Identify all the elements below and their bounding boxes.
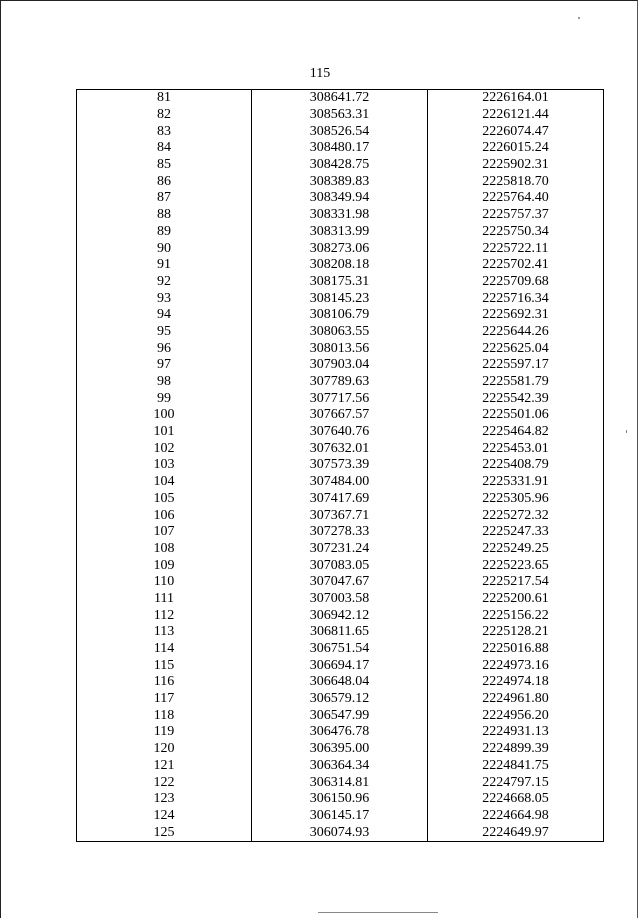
- x-coordinate-cell: 307573.39: [252, 457, 428, 474]
- table-row: [77, 190, 604, 207]
- table-row: [77, 557, 604, 574]
- y-coordinate-cell: 2224664.98: [428, 808, 604, 825]
- table-row: [77, 657, 604, 674]
- x-coordinate-cell: 308145.23: [252, 290, 428, 307]
- y-coordinate-cell: 2224841.75: [428, 758, 604, 775]
- point-number-cell: 92: [77, 274, 252, 291]
- y-coordinate-cell: 2225272.32: [428, 507, 604, 524]
- x-coordinate-cell: 307047.67: [252, 574, 428, 591]
- point-number-cell: 108: [77, 541, 252, 558]
- y-coordinate-cell: 2225702.41: [428, 257, 604, 274]
- table-row: [77, 507, 604, 524]
- table-row: [77, 758, 604, 775]
- y-coordinate-cell: 2226015.24: [428, 140, 604, 157]
- table-row: [77, 274, 604, 291]
- point-number-cell: 96: [77, 340, 252, 357]
- table-row: [77, 257, 604, 274]
- table-row: [77, 240, 604, 257]
- point-number-cell: 113: [77, 624, 252, 641]
- y-coordinate-cell: 2224649.97: [428, 824, 604, 841]
- point-number-cell: 122: [77, 774, 252, 791]
- x-coordinate-cell: 308641.72: [252, 90, 428, 107]
- table-row: [77, 641, 604, 658]
- table-row: [77, 607, 604, 624]
- x-coordinate-cell: 307367.71: [252, 507, 428, 524]
- point-number-cell: 123: [77, 791, 252, 808]
- y-coordinate-cell: 2225625.04: [428, 340, 604, 357]
- y-coordinate-cell: 2224961.80: [428, 691, 604, 708]
- x-coordinate-cell: 308389.83: [252, 173, 428, 190]
- point-number-cell: 87: [77, 190, 252, 207]
- table-row: [77, 541, 604, 558]
- x-coordinate-cell: 306364.34: [252, 758, 428, 775]
- x-coordinate-cell: 306150.96: [252, 791, 428, 808]
- x-coordinate-cell: 308013.56: [252, 340, 428, 357]
- point-number-cell: 84: [77, 140, 252, 157]
- y-coordinate-cell: 2225597.17: [428, 357, 604, 374]
- x-coordinate-cell: 308349.94: [252, 190, 428, 207]
- point-number-cell: 103: [77, 457, 252, 474]
- table-row: [77, 390, 604, 407]
- x-coordinate-cell: 307484.00: [252, 474, 428, 491]
- point-number-cell: 114: [77, 641, 252, 658]
- x-coordinate-cell: 306314.81: [252, 774, 428, 791]
- point-number-cell: 99: [77, 390, 252, 407]
- point-number-cell: 85: [77, 157, 252, 174]
- x-coordinate-cell: 307632.01: [252, 440, 428, 457]
- point-number-cell: 91: [77, 257, 252, 274]
- x-coordinate-cell: 308480.17: [252, 140, 428, 157]
- x-coordinate-cell: 308175.31: [252, 274, 428, 291]
- y-coordinate-cell: 2225818.70: [428, 173, 604, 190]
- y-coordinate-cell: 2225200.61: [428, 591, 604, 608]
- y-coordinate-cell: 2225464.82: [428, 424, 604, 441]
- point-number-cell: 107: [77, 524, 252, 541]
- point-number-cell: 112: [77, 607, 252, 624]
- coordinate-table-body: [77, 90, 604, 842]
- y-coordinate-cell: 2224899.39: [428, 741, 604, 758]
- x-coordinate-cell: 306811.65: [252, 624, 428, 641]
- table-row: [77, 424, 604, 441]
- table-row: [77, 107, 604, 124]
- x-coordinate-cell: 306648.04: [252, 674, 428, 691]
- table-row: [77, 90, 604, 107]
- page-number: 115: [309, 66, 331, 81]
- y-coordinate-cell: 2224931.13: [428, 724, 604, 741]
- point-number-cell: 101: [77, 424, 252, 441]
- y-coordinate-cell: 2225722.11: [428, 240, 604, 257]
- point-number-cell: 98: [77, 374, 252, 391]
- table-row: [77, 808, 604, 825]
- x-coordinate-cell: 307083.05: [252, 557, 428, 574]
- x-coordinate-cell: 308563.31: [252, 107, 428, 124]
- y-coordinate-cell: 2225764.40: [428, 190, 604, 207]
- x-coordinate-cell: 307231.24: [252, 541, 428, 558]
- table-row: [77, 440, 604, 457]
- y-coordinate-cell: 2225902.31: [428, 157, 604, 174]
- y-coordinate-cell: 2226164.01: [428, 90, 604, 107]
- y-coordinate-cell: 2225128.21: [428, 624, 604, 641]
- point-number-cell: 116: [77, 674, 252, 691]
- x-coordinate-cell: 306942.12: [252, 607, 428, 624]
- table-row: [77, 340, 604, 357]
- x-coordinate-cell: 306476.78: [252, 724, 428, 741]
- coordinate-table: [76, 89, 604, 842]
- x-coordinate-cell: 308313.99: [252, 224, 428, 241]
- y-coordinate-cell: 2225692.31: [428, 307, 604, 324]
- x-coordinate-cell: 307417.69: [252, 491, 428, 508]
- table-row: [77, 574, 604, 591]
- point-number-cell: 110: [77, 574, 252, 591]
- point-number-cell: 120: [77, 741, 252, 758]
- table-row: [77, 224, 604, 241]
- point-number-cell: 102: [77, 440, 252, 457]
- table-row: [77, 357, 604, 374]
- y-coordinate-cell: 2225542.39: [428, 390, 604, 407]
- point-number-cell: 83: [77, 123, 252, 140]
- table-row: [77, 707, 604, 724]
- y-coordinate-cell: 2225581.79: [428, 374, 604, 391]
- x-coordinate-cell: 308273.06: [252, 240, 428, 257]
- x-coordinate-cell: 306547.99: [252, 707, 428, 724]
- x-coordinate-cell: 306579.12: [252, 691, 428, 708]
- y-coordinate-cell: 2225709.68: [428, 274, 604, 291]
- point-number-cell: 94: [77, 307, 252, 324]
- point-number-cell: 95: [77, 324, 252, 341]
- point-number-cell: 93: [77, 290, 252, 307]
- point-number-cell: 119: [77, 724, 252, 741]
- y-coordinate-cell: 2225501.06: [428, 407, 604, 424]
- y-coordinate-cell: 2225305.96: [428, 491, 604, 508]
- x-coordinate-cell: 307003.58: [252, 591, 428, 608]
- y-coordinate-cell: 2226121.44: [428, 107, 604, 124]
- point-number-cell: 121: [77, 758, 252, 775]
- x-coordinate-cell: 307278.33: [252, 524, 428, 541]
- table-row: [77, 791, 604, 808]
- y-coordinate-cell: 2225249.25: [428, 541, 604, 558]
- y-coordinate-cell: 2224973.16: [428, 657, 604, 674]
- table-row: [77, 457, 604, 474]
- table-row: [77, 524, 604, 541]
- x-coordinate-cell: 306145.17: [252, 808, 428, 825]
- y-coordinate-cell: 2225217.54: [428, 574, 604, 591]
- y-coordinate-cell: 2225247.33: [428, 524, 604, 541]
- scan-speck: [578, 17, 580, 19]
- point-number-cell: 97: [77, 357, 252, 374]
- x-coordinate-cell: 307667.57: [252, 407, 428, 424]
- y-coordinate-cell: 2225453.01: [428, 440, 604, 457]
- point-number-cell: 88: [77, 207, 252, 224]
- point-number-cell: 115: [77, 657, 252, 674]
- x-coordinate-cell: 308063.55: [252, 324, 428, 341]
- table-row: [77, 491, 604, 508]
- scan-speck: [626, 430, 627, 433]
- x-coordinate-cell: 306694.17: [252, 657, 428, 674]
- x-coordinate-cell: 308208.18: [252, 257, 428, 274]
- table-row: [77, 157, 604, 174]
- table-row: [77, 173, 604, 190]
- scan-edge-line: [318, 912, 438, 913]
- point-number-cell: 90: [77, 240, 252, 257]
- table-row: [77, 307, 604, 324]
- point-number-cell: 81: [77, 90, 252, 107]
- point-number-cell: 109: [77, 557, 252, 574]
- point-number-cell: 104: [77, 474, 252, 491]
- x-coordinate-cell: 307640.76: [252, 424, 428, 441]
- point-number-cell: 125: [77, 824, 252, 841]
- point-number-cell: 89: [77, 224, 252, 241]
- table-row: [77, 741, 604, 758]
- table-row: [77, 324, 604, 341]
- x-coordinate-cell: 306074.93: [252, 824, 428, 841]
- y-coordinate-cell: 2224668.05: [428, 791, 604, 808]
- point-number-cell: 82: [77, 107, 252, 124]
- y-coordinate-cell: 2225750.34: [428, 224, 604, 241]
- x-coordinate-cell: 308428.75: [252, 157, 428, 174]
- table-row: [77, 474, 604, 491]
- y-coordinate-cell: 2224797.15: [428, 774, 604, 791]
- point-number-cell: 86: [77, 173, 252, 190]
- point-number-cell: 117: [77, 691, 252, 708]
- point-number-cell: 118: [77, 707, 252, 724]
- table-row: [77, 140, 604, 157]
- point-number-cell: 100: [77, 407, 252, 424]
- point-number-cell: 111: [77, 591, 252, 608]
- x-coordinate-cell: 308106.79: [252, 307, 428, 324]
- x-coordinate-cell: 307717.56: [252, 390, 428, 407]
- table-row: [77, 407, 604, 424]
- y-coordinate-cell: 2226074.47: [428, 123, 604, 140]
- y-coordinate-cell: 2225716.34: [428, 290, 604, 307]
- point-number-cell: 105: [77, 491, 252, 508]
- x-coordinate-cell: 307903.04: [252, 357, 428, 374]
- table-row: [77, 691, 604, 708]
- table-row: [77, 774, 604, 791]
- point-number-cell: 124: [77, 808, 252, 825]
- point-number-cell: 106: [77, 507, 252, 524]
- x-coordinate-cell: 308331.98: [252, 207, 428, 224]
- y-coordinate-cell: 2225331.91: [428, 474, 604, 491]
- table-row: [77, 290, 604, 307]
- table-row: [77, 674, 604, 691]
- y-coordinate-cell: 2225016.88: [428, 641, 604, 658]
- y-coordinate-cell: 2225757.37: [428, 207, 604, 224]
- table-row: [77, 374, 604, 391]
- x-coordinate-cell: 306395.00: [252, 741, 428, 758]
- table-row: [77, 207, 604, 224]
- y-coordinate-cell: 2225156.22: [428, 607, 604, 624]
- y-coordinate-cell: 2225644.26: [428, 324, 604, 341]
- table-row: [77, 624, 604, 641]
- table-row: [77, 724, 604, 741]
- table-row: [77, 591, 604, 608]
- x-coordinate-cell: 308526.54: [252, 123, 428, 140]
- x-coordinate-cell: 306751.54: [252, 641, 428, 658]
- table-row: [77, 123, 604, 140]
- y-coordinate-cell: 2225408.79: [428, 457, 604, 474]
- y-coordinate-cell: 2224974.18: [428, 674, 604, 691]
- y-coordinate-cell: 2224956.20: [428, 707, 604, 724]
- x-coordinate-cell: 307789.63: [252, 374, 428, 391]
- y-coordinate-cell: 2225223.65: [428, 557, 604, 574]
- table-row: [77, 824, 604, 841]
